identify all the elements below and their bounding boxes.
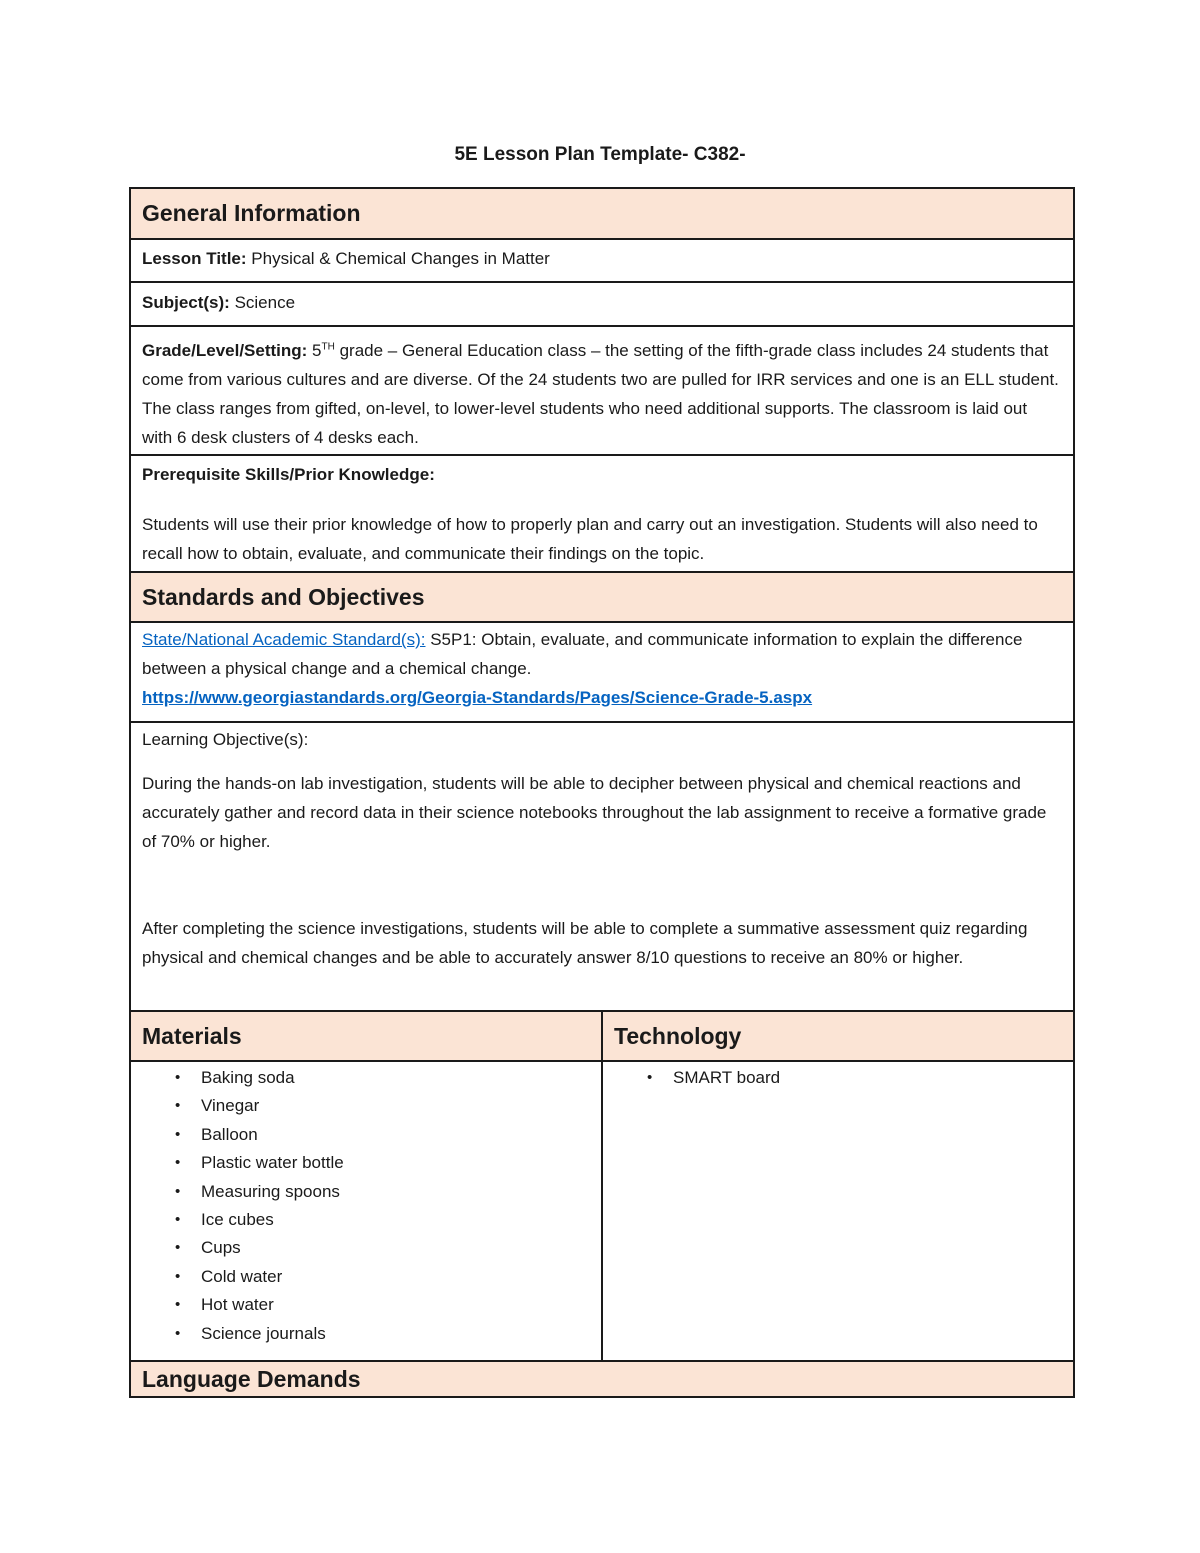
grade-superscript: TH bbox=[321, 341, 335, 353]
list-item bbox=[131, 1291, 601, 1319]
technology-header bbox=[603, 1012, 1073, 1060]
materials-header bbox=[131, 1012, 603, 1060]
list-item bbox=[131, 1064, 601, 1092]
technology-label: SMART board bbox=[673, 1068, 781, 1087]
lesson-title-label: Lesson Title: bbox=[142, 249, 247, 268]
material-label: Balloon bbox=[201, 1124, 258, 1144]
standard-text: S5P1: Obtain, evaluate, and communicate information to explain the difference between a physical change and a chemical change. bbox=[142, 630, 1023, 678]
material-label: Baking soda bbox=[201, 1068, 295, 1087]
materials-heading: Materials bbox=[142, 1022, 242, 1049]
list-item bbox=[131, 1092, 601, 1120]
list-item bbox=[131, 1121, 601, 1149]
list-item bbox=[131, 1263, 601, 1291]
page-title: 5E Lesson Plan Template- C382- bbox=[454, 144, 746, 165]
bullet-icon: • bbox=[175, 1125, 181, 1143]
language-demands-heading: Language Demands bbox=[142, 1365, 361, 1392]
technology-heading: Technology bbox=[614, 1022, 742, 1049]
prerequisite-row bbox=[131, 456, 1073, 573]
subject-row bbox=[131, 283, 1073, 327]
standards-row bbox=[131, 623, 1073, 723]
grade-description: grade – General Education class – the setting of the fifth-grade class includes 24 students that come from various cultures and are diverse. Of the 24 students two are pulled for IRR services and one is an ELL student. The class ranges from gifted, on-level, to lower-level students who need additional supports. The classroom is laid out with 6 desk clusters of 4 desks each. bbox=[142, 341, 1059, 447]
prerequisite-label: Prerequisite Skills/Prior Knowledge: bbox=[142, 465, 435, 484]
material-label: Cold water bbox=[201, 1266, 283, 1286]
grade-number: 5 bbox=[307, 341, 322, 360]
lesson-title-value: Physical & Chemical Changes in Matter bbox=[246, 249, 550, 268]
material-label: Measuring spoons bbox=[201, 1181, 340, 1201]
technology-list bbox=[603, 1064, 1073, 1092]
list-item bbox=[131, 1234, 601, 1262]
list-item bbox=[131, 1206, 601, 1234]
bullet-icon: • bbox=[175, 1296, 181, 1314]
objective-label: Learning Objective(s): bbox=[142, 730, 309, 749]
technology-cell bbox=[603, 1062, 1073, 1360]
bullet-icon: • bbox=[175, 1239, 181, 1257]
standard-label-link[interactable]: State/National Academic Standard(s): bbox=[142, 630, 426, 649]
materials-cell bbox=[131, 1062, 603, 1360]
grade-level-setting-row bbox=[131, 327, 1073, 456]
standards-objectives-header bbox=[131, 573, 1073, 623]
subject-label: Subject(s): bbox=[142, 293, 230, 312]
material-label: Cups bbox=[201, 1238, 241, 1258]
subject-value: Science bbox=[229, 293, 296, 312]
learning-objectives-row bbox=[131, 723, 1073, 1012]
language-demands-header bbox=[131, 1362, 1073, 1396]
material-label: Science journals bbox=[201, 1323, 326, 1343]
list-item bbox=[131, 1178, 601, 1206]
objective-2: After completing the science investigations, students will be able to complete a summative assessment quiz regarding physical and chemical changes and be able to accurately answer 8/10 questions to receive an 80% or higher. bbox=[142, 919, 1028, 967]
materials-list bbox=[131, 1064, 601, 1348]
bullet-icon: • bbox=[175, 1097, 181, 1115]
standards-objectives-heading: Standards and Objectives bbox=[142, 583, 425, 610]
bullet-icon: • bbox=[175, 1324, 181, 1342]
bullet-icon: • bbox=[175, 1154, 181, 1172]
materials-technology-header-row bbox=[131, 1012, 1073, 1062]
grade-label: Grade/Level/Setting: bbox=[142, 341, 308, 360]
general-information-header bbox=[131, 189, 1073, 240]
list-item bbox=[131, 1320, 601, 1348]
bullet-icon: • bbox=[175, 1069, 181, 1086]
material-label: Ice cubes bbox=[201, 1210, 274, 1230]
lesson-title-row bbox=[131, 240, 1073, 283]
bullet-icon: • bbox=[175, 1182, 181, 1200]
bullet-icon: • bbox=[175, 1267, 181, 1285]
bullet-icon: • bbox=[647, 1069, 653, 1086]
objective-1: During the hands-on lab investigation, students will be able to decipher between physical and chemical reactions and accurately gather and record data in their science notebooks throughout the lab assignment to receive a formative grade of 70% or higher. bbox=[142, 774, 1047, 851]
materials-technology-row bbox=[131, 1062, 1073, 1362]
standard-url-link[interactable]: https://www.georgiastandards.org/Georgia-Standards/Pages/Science-Grade-5.aspx bbox=[142, 688, 813, 707]
prerequisite-text: Students will use their prior knowledge of how to properly plan and carry out an investigation. Students will also need to recall how to obtain, evaluate, and communicate their findings on the topic. bbox=[142, 515, 1038, 563]
material-label: Hot water bbox=[201, 1295, 274, 1315]
bullet-icon: • bbox=[175, 1211, 181, 1229]
list-item bbox=[603, 1064, 1073, 1092]
material-label: Vinegar bbox=[201, 1096, 260, 1116]
material-label: Plastic water bottle bbox=[201, 1153, 344, 1173]
general-information-heading: General Information bbox=[142, 200, 361, 226]
lesson-plan-table bbox=[129, 187, 1075, 1398]
list-item bbox=[131, 1149, 601, 1177]
